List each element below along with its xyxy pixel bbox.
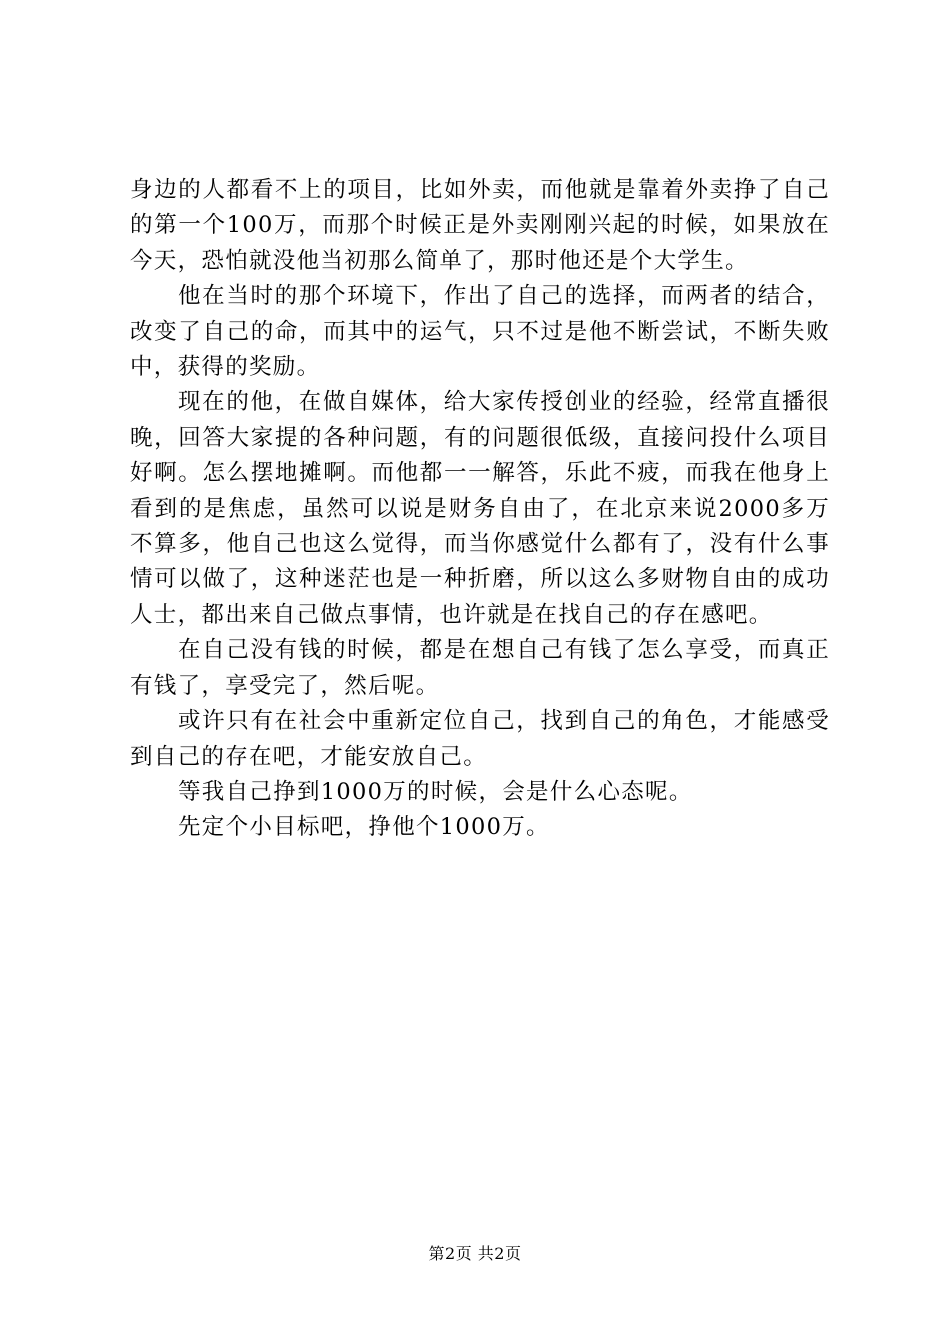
- paragraph-continued: 身边的人都看不上的项目，比如外卖，而他就是靠着外卖挣了自己的第一个100万，而那个时候正是外卖刚刚兴起的时候，如果放在今天，恐怕就没他当初那么简单了，那时他还是个大学生。: [130, 177, 830, 274]
- paragraph: 在自己没有钱的时候，都是在想自己有钱了怎么享受，而真正有钱了，享受完了，然后呢。: [130, 637, 830, 699]
- paragraph: 或许只有在社会中重新定位自己，找到自己的角色，才能感受到自己的存在吧，才能安放自己。: [130, 708, 830, 770]
- document-body: [130, 173, 830, 846]
- paragraph: 等我自己挣到1000万的时候，会是什么心态呢。: [178, 778, 693, 805]
- paragraph: 先定个小目标吧，挣他个1000万。: [178, 814, 550, 841]
- paragraph: 现在的他，在做自媒体，给大家传授创业的经验，经常直播很晚，回答大家提的各种问题，有的问题很低级，直接问投什么项目好啊。怎么摆地摊啊。而他都一一解答，乐此不疲，而我在他身上看到的是焦虑，虽然可以说是财务自由了，在北京来说2000多万不算多，他自己也这么觉得，而当你感觉什么都有了，没有什么事情可以做了，这种迷茫也是一种折磨，所以这么多财物自由的成功人士，都出来自己做点事情，也许就是在找自己的存在感吧。: [130, 389, 830, 628]
- page-footer: 第2页 共2页: [428, 1244, 522, 1263]
- paragraph: 他在当时的那个环境下，作出了自己的选择，而两者的结合，改变了自己的命，而其中的运气，只不过是他不断尝试，不断失败中，获得的奖励。: [130, 283, 830, 381]
